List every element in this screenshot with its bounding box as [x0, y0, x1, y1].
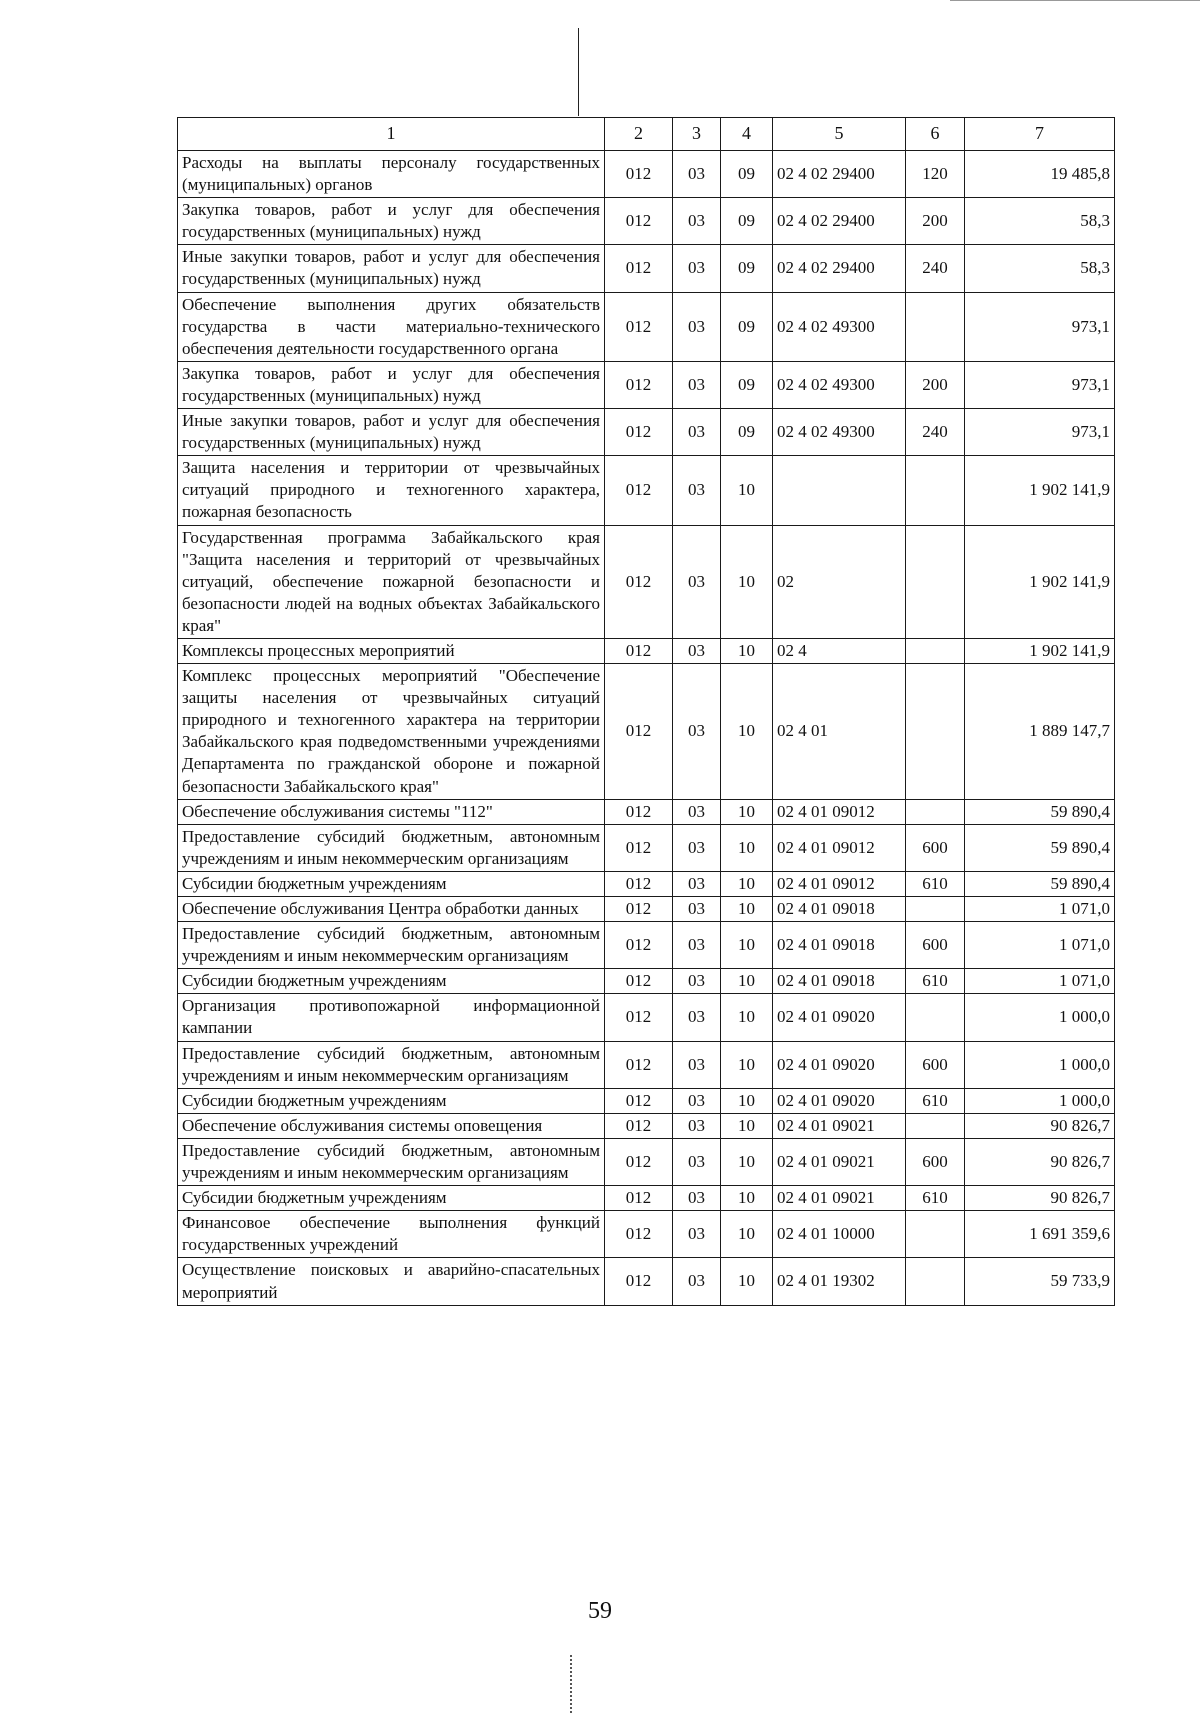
- cell-sum: 19 485,8: [965, 151, 1115, 198]
- cell-csr: [773, 456, 906, 525]
- cell-vr: 610: [906, 1088, 965, 1113]
- cell-vr: 600: [906, 824, 965, 871]
- cell-pr: 10: [721, 799, 773, 824]
- cell-rz: 03: [673, 922, 721, 969]
- cell-ved: 012: [605, 1211, 673, 1258]
- table-row: [178, 897, 1115, 922]
- cell-sum: 1 902 141,9: [965, 638, 1115, 663]
- cell-pr: 10: [721, 456, 773, 525]
- cell-ved: 012: [605, 824, 673, 871]
- table-row: [178, 824, 1115, 871]
- cell-name: Иные закупки товаров, работ и услуг для обеспечения государственных (муниципальных) нужд: [178, 245, 605, 292]
- cell-pr: 10: [721, 1088, 773, 1113]
- cell-pr: 09: [721, 361, 773, 408]
- cell-name: Субсидии бюджетным учреждениям: [178, 1186, 605, 1211]
- cell-csr: 02 4 01 09018: [773, 969, 906, 994]
- cell-csr: 02 4 01 09012: [773, 871, 906, 896]
- cell-sum: 90 826,7: [965, 1138, 1115, 1185]
- cell-vr: 610: [906, 1186, 965, 1211]
- header-cell: 1: [178, 118, 605, 151]
- cell-rz: 03: [673, 1186, 721, 1211]
- cell-vr: [906, 1113, 965, 1138]
- cell-ved: 012: [605, 361, 673, 408]
- cell-pr: 09: [721, 198, 773, 245]
- cell-vr: 200: [906, 361, 965, 408]
- table-row: [178, 1186, 1115, 1211]
- cell-ved: 012: [605, 1088, 673, 1113]
- cell-name: Субсидии бюджетным учреждениям: [178, 969, 605, 994]
- cell-csr: 02 4: [773, 638, 906, 663]
- cell-csr: 02 4 01 09020: [773, 994, 906, 1041]
- scan-dots: [570, 1655, 576, 1713]
- cell-sum: 59 890,4: [965, 799, 1115, 824]
- cell-vr: 240: [906, 245, 965, 292]
- scan-top-edge: [950, 0, 1200, 1]
- cell-rz: 03: [673, 198, 721, 245]
- cell-rz: 03: [673, 151, 721, 198]
- cell-rz: 03: [673, 897, 721, 922]
- cell-ved: 012: [605, 1138, 673, 1185]
- cell-name: Предоставление субсидий бюджетным, автономным учреждениям и иным некоммерческим организациям: [178, 1041, 605, 1088]
- cell-pr: 10: [721, 994, 773, 1041]
- cell-sum: 1 902 141,9: [965, 456, 1115, 525]
- cell-rz: 03: [673, 1088, 721, 1113]
- cell-sum: 1 889 147,7: [965, 664, 1115, 800]
- cell-csr: 02 4 01 09018: [773, 897, 906, 922]
- table-row: [178, 994, 1115, 1041]
- cell-vr: [906, 638, 965, 663]
- cell-csr: 02 4 02 49300: [773, 361, 906, 408]
- cell-sum: 973,1: [965, 409, 1115, 456]
- cell-sum: 59 890,4: [965, 824, 1115, 871]
- table-row: [178, 871, 1115, 896]
- cell-vr: 610: [906, 871, 965, 896]
- cell-vr: [906, 1211, 965, 1258]
- cell-pr: 09: [721, 292, 773, 361]
- cell-sum: 1 000,0: [965, 1041, 1115, 1088]
- cell-rz: 03: [673, 969, 721, 994]
- cell-vr: [906, 456, 965, 525]
- budget-table: [177, 117, 1115, 1306]
- cell-rz: 03: [673, 525, 721, 638]
- cell-ved: 012: [605, 664, 673, 800]
- cell-rz: 03: [673, 456, 721, 525]
- cell-vr: 600: [906, 922, 965, 969]
- cell-ved: 012: [605, 245, 673, 292]
- cell-pr: 10: [721, 871, 773, 896]
- cell-pr: 10: [721, 1211, 773, 1258]
- cell-sum: 1 000,0: [965, 1088, 1115, 1113]
- cell-name: Комплекс процессных мероприятий "Обеспечение защиты населения от чрезвычайных ситуаций природного и техногенного характера на территории Забайкальского края подведомственными учреждениями Департамента по гражданской обороне и пожарной безопасности Забайкальского края": [178, 664, 605, 800]
- cell-rz: 03: [673, 1258, 721, 1305]
- cell-name: Закупка товаров, работ и услуг для обеспечения государственных (муниципальных) нужд: [178, 361, 605, 408]
- cell-rz: 03: [673, 1138, 721, 1185]
- cell-ved: 012: [605, 871, 673, 896]
- cell-sum: 973,1: [965, 361, 1115, 408]
- cell-csr: 02 4 01 09012: [773, 799, 906, 824]
- table-row: [178, 638, 1115, 663]
- cell-vr: 120: [906, 151, 965, 198]
- table-row: [178, 525, 1115, 638]
- cell-ved: 012: [605, 994, 673, 1041]
- cell-vr: [906, 897, 965, 922]
- cell-ved: 012: [605, 799, 673, 824]
- cell-rz: 03: [673, 799, 721, 824]
- table-row: [178, 151, 1115, 198]
- cell-name: Организация противопожарной информационной кампании: [178, 994, 605, 1041]
- cell-csr: 02 4 01 10000: [773, 1211, 906, 1258]
- cell-ved: 012: [605, 1258, 673, 1305]
- cell-pr: 09: [721, 409, 773, 456]
- cell-ved: 012: [605, 198, 673, 245]
- cell-csr: 02 4 02 49300: [773, 292, 906, 361]
- header-cell: 2: [605, 118, 673, 151]
- cell-sum: 1 000,0: [965, 994, 1115, 1041]
- cell-csr: 02 4 01 09012: [773, 824, 906, 871]
- cell-pr: 10: [721, 638, 773, 663]
- cell-rz: 03: [673, 409, 721, 456]
- cell-name: Субсидии бюджетным учреждениям: [178, 871, 605, 896]
- cell-name: Защита населения и территории от чрезвычайных ситуаций природного и техногенного характера, пожарная безопасность: [178, 456, 605, 525]
- cell-csr: 02 4 01 09021: [773, 1138, 906, 1185]
- cell-name: Финансовое обеспечение выполнения функций государственных учреждений: [178, 1211, 605, 1258]
- cell-rz: 03: [673, 664, 721, 800]
- cell-name: Предоставление субсидий бюджетным, автономным учреждениям и иным некоммерческим организациям: [178, 922, 605, 969]
- cell-name: Предоставление субсидий бюджетным, автономным учреждениям и иным некоммерческим организациям: [178, 1138, 605, 1185]
- cell-sum: 58,3: [965, 198, 1115, 245]
- table-row: [178, 1258, 1115, 1305]
- cell-csr: 02 4 01 09020: [773, 1041, 906, 1088]
- cell-rz: 03: [673, 1211, 721, 1258]
- cell-rz: 03: [673, 824, 721, 871]
- table-row: [178, 1088, 1115, 1113]
- cell-csr: 02 4 02 49300: [773, 409, 906, 456]
- cell-sum: 59 733,9: [965, 1258, 1115, 1305]
- cell-name: Расходы на выплаты персоналу государственных (муниципальных) органов: [178, 151, 605, 198]
- cell-vr: [906, 1258, 965, 1305]
- header-cell: 6: [906, 118, 965, 151]
- cell-name: Обеспечение выполнения других обязательств государства в части материально-технического обеспечения деятельности государственного органа: [178, 292, 605, 361]
- table-row: [178, 292, 1115, 361]
- cell-rz: 03: [673, 994, 721, 1041]
- cell-name: Государственная программа Забайкальского края "Защита населения и территорий от чрезвычайных ситуаций, обеспечение пожарной безопасности и безопасности людей на водных объектах Забайкальского края": [178, 525, 605, 638]
- cell-pr: 10: [721, 922, 773, 969]
- cell-name: Закупка товаров, работ и услуг для обеспечения государственных (муниципальных) нужд: [178, 198, 605, 245]
- cell-csr: 02 4 01 19302: [773, 1258, 906, 1305]
- cell-sum: 1 071,0: [965, 897, 1115, 922]
- cell-vr: 600: [906, 1041, 965, 1088]
- cell-pr: 10: [721, 824, 773, 871]
- table-row: [178, 456, 1115, 525]
- cell-ved: 012: [605, 151, 673, 198]
- cell-name: Иные закупки товаров, работ и услуг для обеспечения государственных (муниципальных) нужд: [178, 409, 605, 456]
- table-row: [178, 1113, 1115, 1138]
- header-cell: 5: [773, 118, 906, 151]
- table-row: [178, 245, 1115, 292]
- cell-sum: 973,1: [965, 292, 1115, 361]
- table-row: [178, 799, 1115, 824]
- table-row: [178, 1041, 1115, 1088]
- cell-ved: 012: [605, 897, 673, 922]
- header-row: [178, 118, 1115, 151]
- cell-name: Предоставление субсидий бюджетным, автономным учреждениям и иным некоммерческим организациям: [178, 824, 605, 871]
- cell-csr: 02 4 02 29400: [773, 151, 906, 198]
- cell-name: Комплексы процессных мероприятий: [178, 638, 605, 663]
- cell-name: Обеспечение обслуживания системы оповещения: [178, 1113, 605, 1138]
- header-cell: 7: [965, 118, 1115, 151]
- table-row: [178, 664, 1115, 800]
- header-cell: 4: [721, 118, 773, 151]
- cell-vr: [906, 994, 965, 1041]
- cell-ved: 012: [605, 456, 673, 525]
- cell-pr: 10: [721, 1113, 773, 1138]
- cell-pr: 09: [721, 245, 773, 292]
- cell-vr: 610: [906, 969, 965, 994]
- cell-vr: [906, 292, 965, 361]
- cell-sum: 1 902 141,9: [965, 525, 1115, 638]
- cell-pr: 10: [721, 1041, 773, 1088]
- table-row: [178, 922, 1115, 969]
- cell-pr: 10: [721, 664, 773, 800]
- cell-ved: 012: [605, 409, 673, 456]
- cell-csr: 02 4 01 09021: [773, 1113, 906, 1138]
- cell-csr: 02 4 01 09018: [773, 922, 906, 969]
- cell-ved: 012: [605, 638, 673, 663]
- cell-rz: 03: [673, 638, 721, 663]
- cell-rz: 03: [673, 1113, 721, 1138]
- cell-ved: 012: [605, 1041, 673, 1088]
- cell-sum: 59 890,4: [965, 871, 1115, 896]
- cell-ved: 012: [605, 1113, 673, 1138]
- cell-ved: 012: [605, 525, 673, 638]
- cell-csr: 02 4 02 29400: [773, 245, 906, 292]
- cell-rz: 03: [673, 245, 721, 292]
- cell-name: Осуществление поисковых и аварийно-спасательных мероприятий: [178, 1258, 605, 1305]
- header-cell: 3: [673, 118, 721, 151]
- cell-pr: 09: [721, 151, 773, 198]
- cell-pr: 10: [721, 1258, 773, 1305]
- cell-pr: 10: [721, 897, 773, 922]
- cell-sum: 90 826,7: [965, 1113, 1115, 1138]
- cell-ved: 012: [605, 1186, 673, 1211]
- cell-vr: [906, 799, 965, 824]
- cell-name: Субсидии бюджетным учреждениям: [178, 1088, 605, 1113]
- table-row: [178, 1211, 1115, 1258]
- cell-pr: 10: [721, 525, 773, 638]
- cell-sum: 1 071,0: [965, 969, 1115, 994]
- cell-vr: [906, 664, 965, 800]
- cell-vr: 600: [906, 1138, 965, 1185]
- cell-vr: 240: [906, 409, 965, 456]
- cell-pr: 10: [721, 1138, 773, 1185]
- scan-margin-line: [578, 28, 579, 116]
- cell-sum: 58,3: [965, 245, 1115, 292]
- cell-rz: 03: [673, 361, 721, 408]
- cell-csr: 02 4 01 09021: [773, 1186, 906, 1211]
- table-row: [178, 409, 1115, 456]
- table-row: [178, 969, 1115, 994]
- cell-csr: 02 4 02 29400: [773, 198, 906, 245]
- cell-ved: 012: [605, 922, 673, 969]
- cell-pr: 10: [721, 1186, 773, 1211]
- table-row: [178, 198, 1115, 245]
- cell-vr: 200: [906, 198, 965, 245]
- table-row: [178, 1138, 1115, 1185]
- cell-ved: 012: [605, 969, 673, 994]
- cell-pr: 10: [721, 969, 773, 994]
- cell-ved: 012: [605, 292, 673, 361]
- cell-rz: 03: [673, 871, 721, 896]
- cell-name: Обеспечение обслуживания системы "112": [178, 799, 605, 824]
- cell-vr: [906, 525, 965, 638]
- cell-rz: 03: [673, 1041, 721, 1088]
- cell-rz: 03: [673, 292, 721, 361]
- cell-csr: 02 4 01 09020: [773, 1088, 906, 1113]
- cell-name: Обеспечение обслуживания Центра обработки данных: [178, 897, 605, 922]
- cell-sum: 1 071,0: [965, 922, 1115, 969]
- cell-sum: 1 691 359,6: [965, 1211, 1115, 1258]
- cell-sum: 90 826,7: [965, 1186, 1115, 1211]
- page-number: 59: [588, 1598, 612, 1624]
- cell-csr: 02: [773, 525, 906, 638]
- table-row: [178, 361, 1115, 408]
- cell-csr: 02 4 01: [773, 664, 906, 800]
